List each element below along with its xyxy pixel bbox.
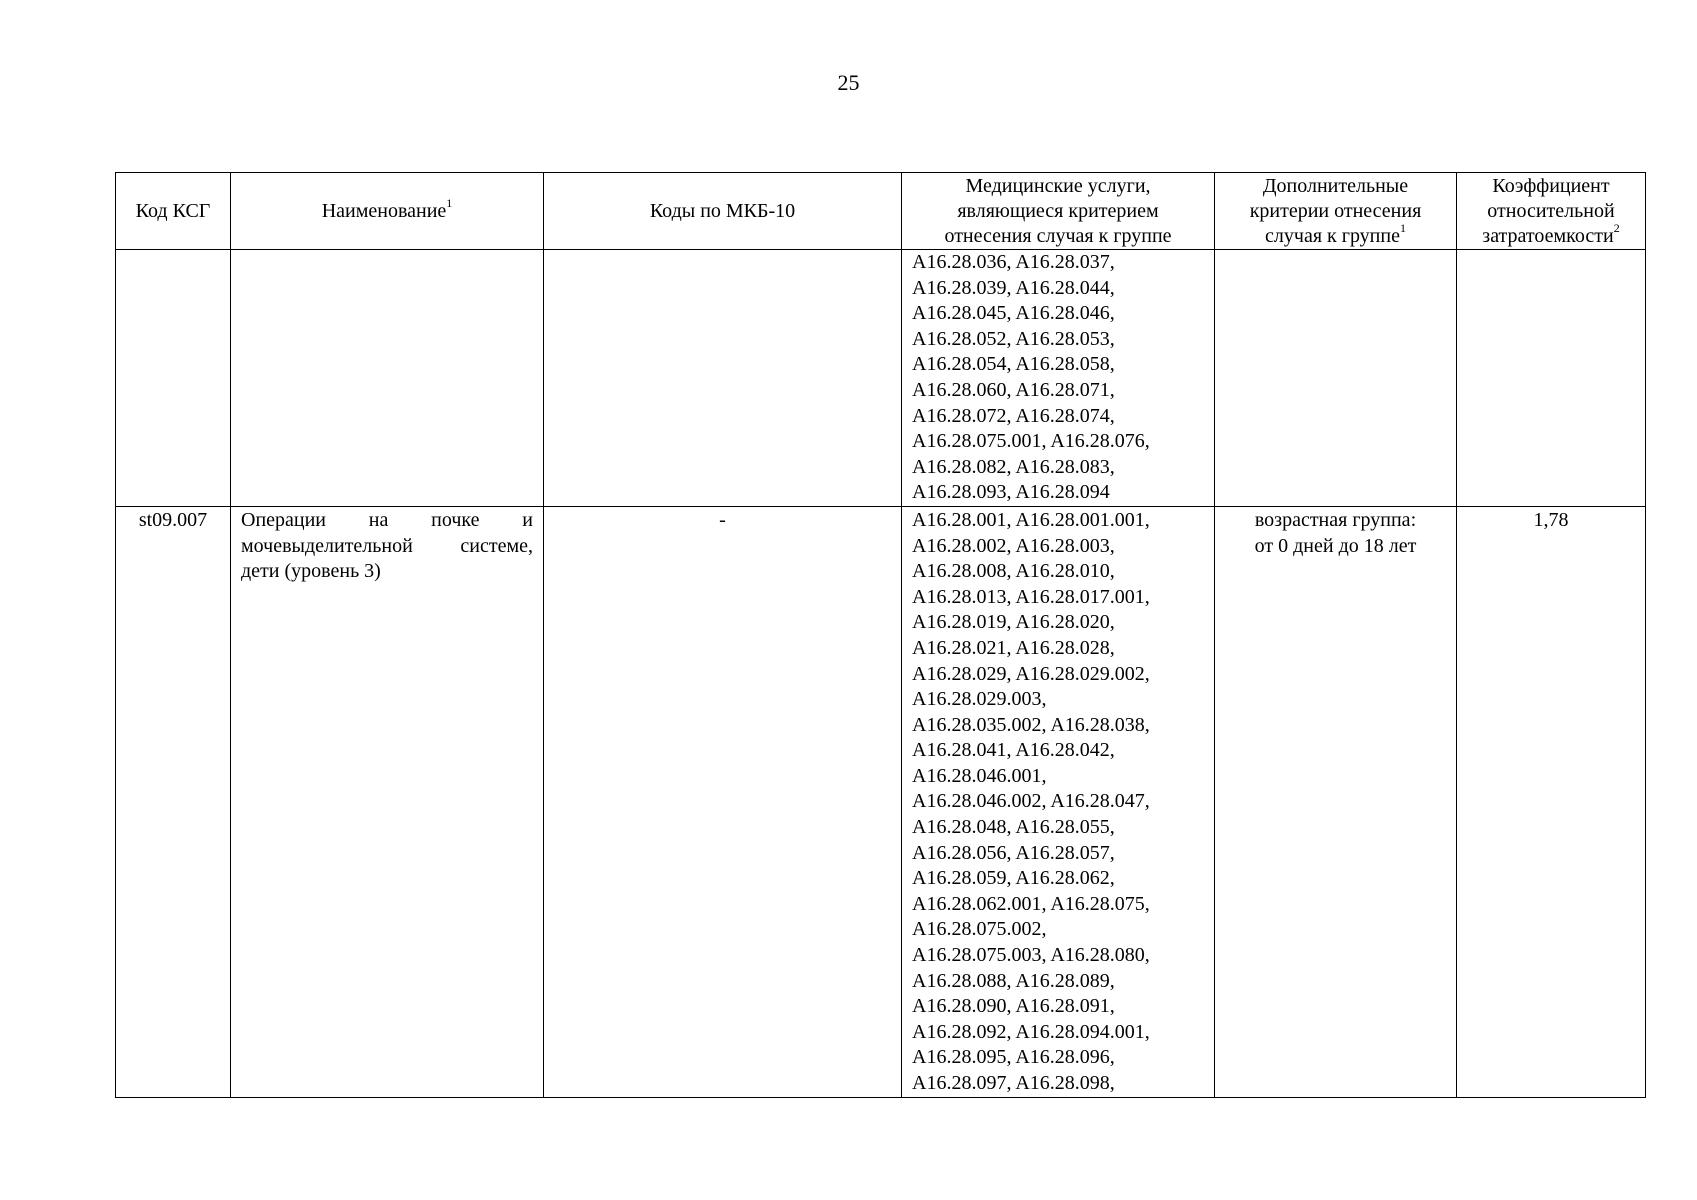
header-mkb: Коды по МКБ-10	[544, 173, 902, 250]
cell-criteria	[1215, 250, 1457, 507]
cell-services	[902, 250, 1215, 507]
table-row	[116, 250, 1646, 507]
cell-line: A16.28.013, A16.28.017.001,	[912, 585, 1150, 608]
cell-line: возрастная группа:	[1254, 508, 1417, 531]
header-name: Наименование$^1$	[231, 173, 544, 250]
cell-line: A16.28.052, A16.28.053,	[912, 327, 1115, 350]
cell-line: A16.28.075.003, A16.28.080,	[912, 944, 1150, 967]
cell-mkb	[544, 250, 902, 507]
cell-criteria	[1215, 506, 1457, 1097]
cell-line: A16.28.036, A16.28.037,	[912, 251, 1115, 273]
cell-services	[902, 506, 1215, 1097]
cell-name: Операции на почке и мочевыделительной системе, дети (уровень 3)	[231, 506, 544, 1097]
cell-coef	[1457, 250, 1646, 507]
cell-line: A16.28.021, A16.28.028,	[912, 636, 1115, 659]
cell-line: A16.28.029.003,	[912, 688, 1047, 711]
cell-line: A16.28.062.001, A16.28.075,	[912, 892, 1150, 915]
cell-line: A16.28.072, A16.28.074,	[912, 404, 1115, 427]
cell-line: A16.28.019, A16.28.020,	[912, 611, 1115, 634]
cell-line: A16.28.048, A16.28.055,	[912, 816, 1115, 839]
header-services: Медицинские услуги, являющиеся критерием отнесения случая к группе	[902, 173, 1215, 250]
ksg-table	[115, 172, 1646, 1098]
cell-line: A16.28.046.001,	[912, 764, 1047, 787]
table-row	[116, 506, 1646, 1097]
header-code: Код КСГ	[116, 173, 231, 250]
cell-line: A16.28.045, A16.28.046,	[912, 302, 1115, 325]
cell-line: A16.28.095, A16.28.096,	[912, 1046, 1115, 1069]
cell-line: A16.28.046.002, A16.28.047,	[912, 790, 1150, 813]
cell-mkb: -	[544, 506, 902, 1097]
header-criteria: Дополнительные критерии отнесения случая к группе$^1$	[1215, 173, 1457, 250]
cell-line: от 0 дней до 18 лет	[1254, 534, 1417, 557]
cell-code	[116, 250, 231, 507]
cell-line: A16.28.029, A16.28.029.002,	[912, 662, 1150, 685]
header-coef: Коэффициент относительной затратоемкости$^2$	[1457, 173, 1646, 250]
cell-line: A16.28.097, A16.28.098,	[912, 1072, 1115, 1094]
cell-name	[231, 250, 544, 507]
table-header-row	[116, 173, 1646, 250]
cell-coef: 1,78	[1457, 506, 1646, 1097]
cell-line: A16.28.060, A16.28.071,	[912, 378, 1115, 401]
cell-line: A16.28.041, A16.28.042,	[912, 739, 1115, 762]
cell-line: A16.28.075.002,	[912, 918, 1047, 941]
cell-code: st09.007	[116, 506, 231, 1097]
cell-line: A16.28.090, A16.28.091,	[912, 995, 1115, 1018]
cell-line: A16.28.092, A16.28.094.001,	[912, 1020, 1150, 1043]
cell-line: A16.28.001, A16.28.001.001,	[912, 508, 1150, 531]
cell-line: A16.28.008, A16.28.010,	[912, 560, 1115, 583]
cell-line: A16.28.002, A16.28.003,	[912, 534, 1115, 557]
cell-line: A16.28.082, A16.28.083,	[912, 455, 1115, 478]
page-number: 25	[837, 70, 860, 95]
cell-line: A16.28.059, A16.28.062,	[912, 867, 1115, 890]
cell-line: A16.28.088, A16.28.089,	[912, 969, 1115, 992]
cell-line: A16.28.093, A16.28.094	[912, 481, 1110, 504]
cell-line: A16.28.054, A16.28.058,	[912, 353, 1115, 376]
cell-line: A16.28.056, A16.28.057,	[912, 841, 1115, 864]
cell-line: A16.28.039, A16.28.044,	[912, 276, 1115, 299]
cell-line: A16.28.035.002, A16.28.038,	[912, 713, 1150, 736]
cell-line: A16.28.075.001, A16.28.076,	[912, 430, 1150, 453]
